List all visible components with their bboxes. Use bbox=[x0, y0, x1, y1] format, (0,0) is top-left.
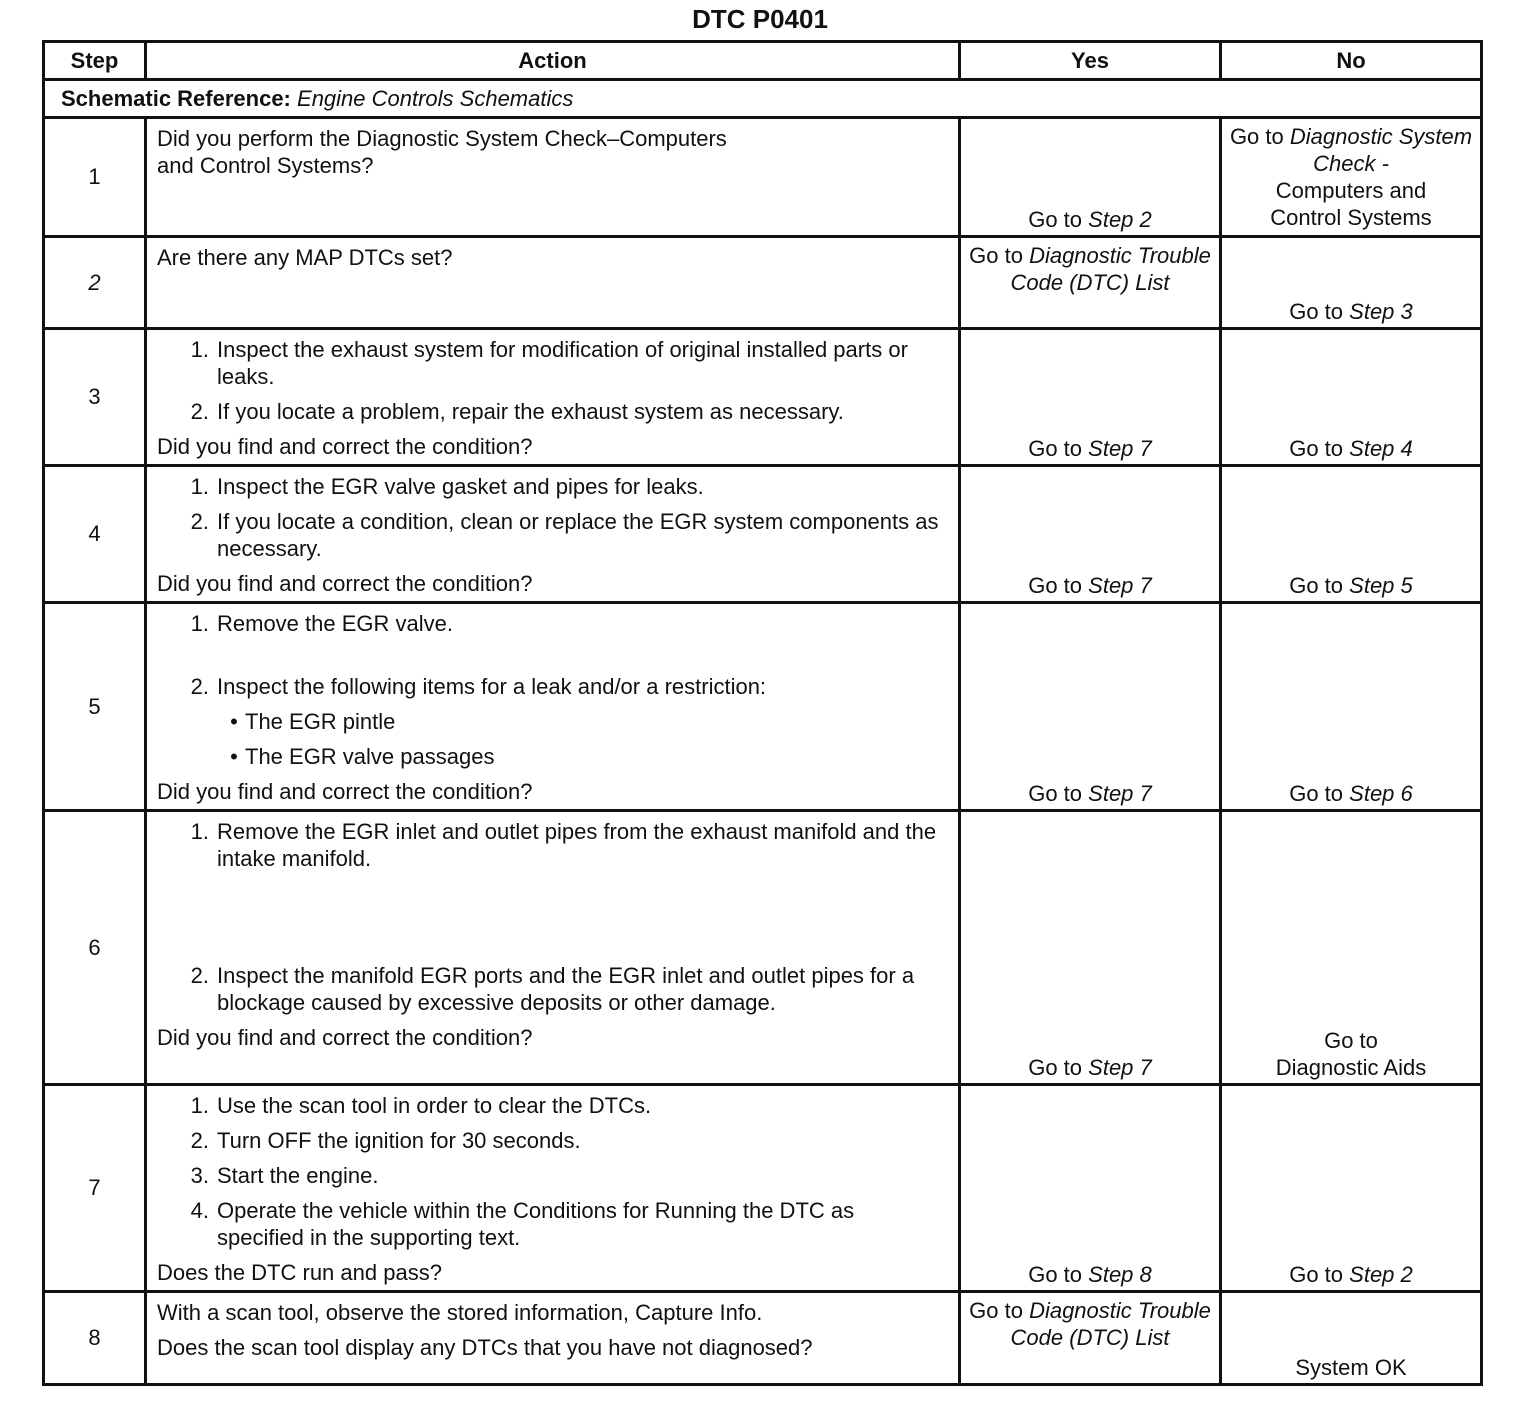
no-cell bbox=[1221, 237, 1482, 329]
list-item: 2. If you locate a condition, clean or replace the EGR system components as necessary. bbox=[190, 509, 939, 561]
bullet-item: • The EGR valve passages bbox=[230, 744, 495, 769]
no-link[interactable]: Go to Step 5 bbox=[1289, 573, 1413, 598]
action-text: Did you perform the Diagnostic System Check–Computers bbox=[157, 126, 727, 151]
step-number: 2 bbox=[44, 237, 146, 329]
list-item: 2. If you locate a problem, repair the exhaust system as necessary. bbox=[190, 399, 844, 424]
action-text: With a scan tool, observe the stored information, Capture Info. bbox=[157, 1300, 763, 1325]
no-cell bbox=[1221, 329, 1482, 466]
no-link[interactable]: Go to Diagnostic System Check - Computers and Control Systems bbox=[1229, 124, 1473, 230]
action-question: Did you find and correct the condition? bbox=[157, 1025, 533, 1050]
no-link[interactable]: Go to Step 6 bbox=[1289, 781, 1413, 806]
action-question: Did you find and correct the condition? bbox=[157, 571, 533, 596]
list-item: 3. Start the engine. bbox=[190, 1163, 379, 1188]
yes-link[interactable]: Go to Step 7 bbox=[1028, 573, 1152, 598]
action-question: Did you find and correct the condition? bbox=[157, 779, 533, 804]
no-cell bbox=[1221, 1292, 1482, 1385]
list-item: 2. Inspect the manifold EGR ports and the EGR inlet and outlet pipes for a blockage caused by excessive deposits or other damage. bbox=[190, 963, 915, 1015]
diagnostic-table bbox=[42, 40, 1483, 1386]
action-question: Did you find and correct the condition? bbox=[157, 434, 533, 459]
no-link[interactable]: Go to Step 3 bbox=[1289, 299, 1413, 324]
yes-link[interactable]: Go to Step 7 bbox=[1028, 781, 1152, 806]
table-row bbox=[44, 811, 1482, 1085]
no-link[interactable]: Go to Step 4 bbox=[1289, 436, 1413, 461]
action-question: Does the scan tool display any DTCs that you have not diagnosed? bbox=[157, 1335, 813, 1360]
action-cell bbox=[146, 329, 960, 466]
schematic-reference-row bbox=[44, 80, 1482, 118]
yes-cell bbox=[960, 237, 1221, 329]
table-row bbox=[44, 1085, 1482, 1292]
action-cell bbox=[146, 603, 960, 811]
yes-link[interactable]: Go to Diagnostic Trouble Code (DTC) List bbox=[969, 243, 1211, 295]
action-cell bbox=[146, 1085, 960, 1292]
list-item: 1. Use the scan tool in order to clear the DTCs. bbox=[190, 1093, 652, 1118]
yes-cell bbox=[960, 329, 1221, 466]
yes-link[interactable]: Go to Step 2 bbox=[1028, 207, 1152, 232]
step-number: 4 bbox=[44, 466, 146, 603]
action-text: and Control Systems? bbox=[157, 153, 374, 178]
yes-link[interactable]: Go to Diagnostic Trouble Code (DTC) List bbox=[969, 1298, 1211, 1350]
action-cell bbox=[146, 237, 960, 329]
table-row bbox=[44, 237, 1482, 329]
bullet-item: • The EGR pintle bbox=[230, 709, 396, 734]
yes-link[interactable]: Go to Step 8 bbox=[1028, 1262, 1152, 1287]
step-number: 3 bbox=[44, 329, 146, 466]
yes-cell bbox=[960, 603, 1221, 811]
no-cell bbox=[1221, 1085, 1482, 1292]
step-number: 8 bbox=[44, 1292, 146, 1385]
no-link[interactable]: Go to Diagnostic Aids bbox=[1275, 1028, 1427, 1080]
action-cell bbox=[146, 118, 960, 237]
list-item: 1. Remove the EGR valve. bbox=[190, 611, 453, 636]
no-link[interactable]: Go to Step 2 bbox=[1289, 1262, 1413, 1287]
yes-cell bbox=[960, 811, 1221, 1085]
step-number: 1 bbox=[44, 118, 146, 237]
yes-cell bbox=[960, 1292, 1221, 1385]
header-yes: Yes bbox=[960, 42, 1221, 80]
header-no: No bbox=[1221, 42, 1482, 80]
no-cell bbox=[1221, 118, 1482, 237]
yes-link[interactable]: Go to Step 7 bbox=[1028, 436, 1152, 461]
no-cell bbox=[1221, 811, 1482, 1085]
no-result: System OK bbox=[1295, 1355, 1407, 1380]
step-number: 7 bbox=[44, 1085, 146, 1292]
table-row bbox=[44, 466, 1482, 603]
yes-link[interactable]: Go to Step 7 bbox=[1028, 1055, 1152, 1080]
list-item: 1. Remove the EGR inlet and outlet pipes from the exhaust manifold and the intake manifold. bbox=[190, 819, 937, 871]
header-action: Action bbox=[146, 42, 960, 80]
step-number: 6 bbox=[44, 811, 146, 1085]
list-item: 4. Operate the vehicle within the Conditions for Running the DTC as specified in the supporting text. bbox=[190, 1198, 855, 1250]
schematic-reference-link[interactable]: Engine Controls Schematics bbox=[297, 85, 574, 111]
table-row bbox=[44, 329, 1482, 466]
yes-cell bbox=[960, 118, 1221, 237]
no-cell bbox=[1221, 466, 1482, 603]
table-row bbox=[44, 1292, 1482, 1385]
step-number: 5 bbox=[44, 603, 146, 811]
action-cell bbox=[146, 811, 960, 1085]
yes-cell bbox=[960, 466, 1221, 603]
schematic-reference bbox=[44, 80, 1482, 118]
action-cell bbox=[146, 466, 960, 603]
list-item: 2. Inspect the following items for a leak and/or a restriction: bbox=[190, 674, 767, 699]
list-item: 1. Inspect the exhaust system for modification of original installed parts or leaks. bbox=[190, 337, 908, 389]
list-item: 2. Turn OFF the ignition for 30 seconds. bbox=[190, 1128, 581, 1153]
table-row bbox=[44, 603, 1482, 811]
header-step: Step bbox=[44, 42, 146, 80]
action-cell bbox=[146, 1292, 960, 1385]
list-item: 1. Inspect the EGR valve gasket and pipes for leaks. bbox=[190, 474, 704, 499]
page-title: DTC P0401 bbox=[692, 4, 828, 34]
action-question: Are there any MAP DTCs set? bbox=[157, 245, 453, 270]
yes-cell bbox=[960, 1085, 1221, 1292]
table-row bbox=[44, 118, 1482, 237]
schematic-reference-label: Schematic Reference: bbox=[61, 85, 291, 111]
header-row bbox=[44, 42, 1482, 80]
action-question: Does the DTC run and pass? bbox=[157, 1260, 442, 1285]
no-cell bbox=[1221, 603, 1482, 811]
